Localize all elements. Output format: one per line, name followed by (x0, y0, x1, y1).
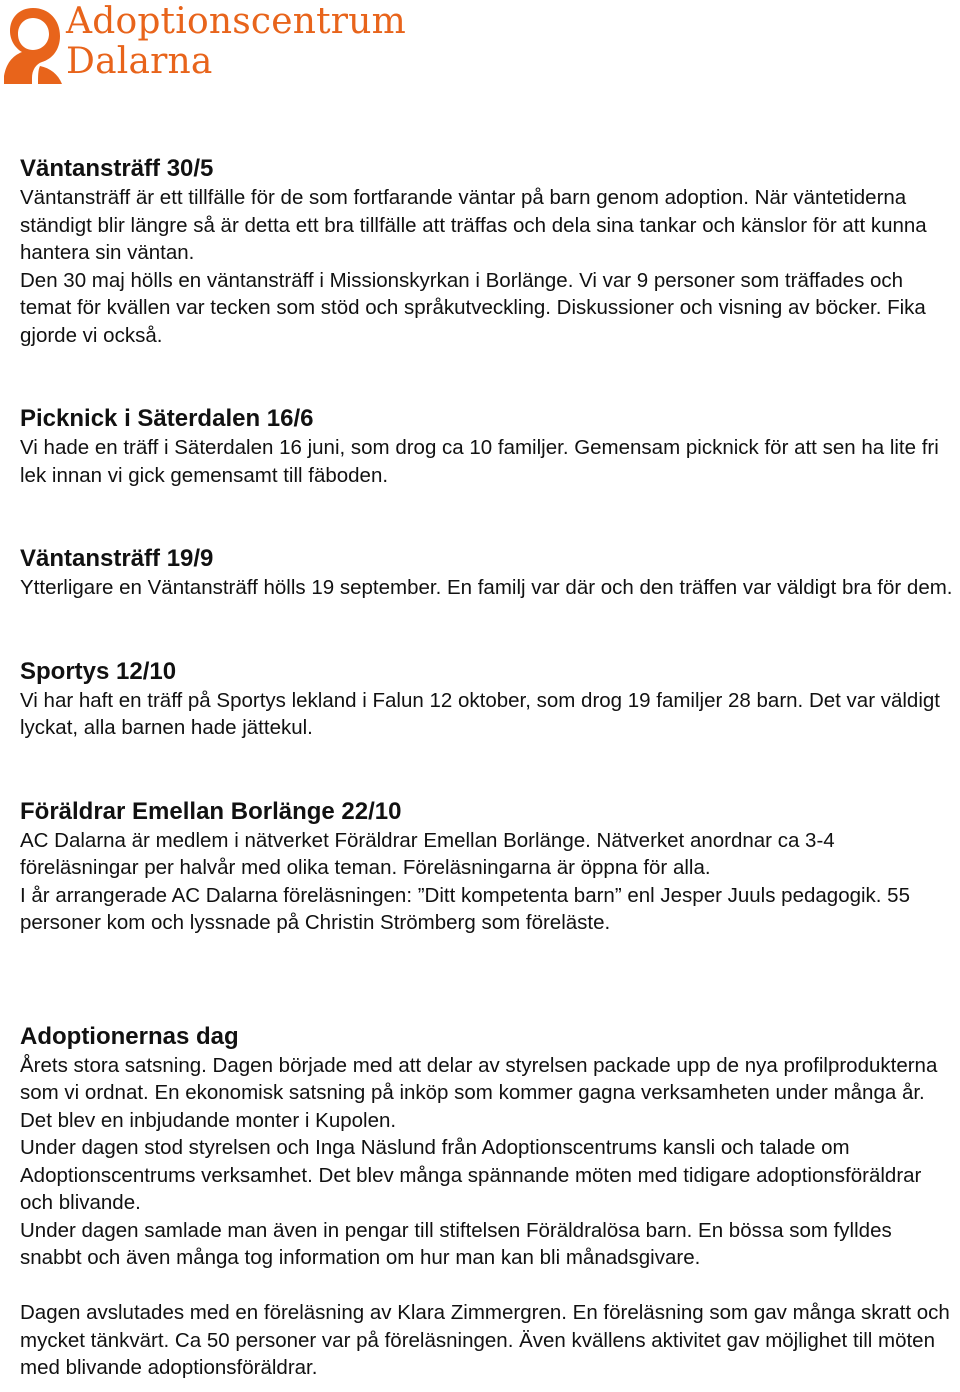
section-vantanstraff-19-9 (20, 544, 958, 602)
section-paragraph: Vi har haft en träff på Sportys lekland i Falun 12 oktober, som drog 19 familjer 28 barn. Det var väldigt lyckat, alla barnen hade jättekul. (20, 688, 940, 739)
section-heading: Föräldrar Emellan Borlänge 22/10 (20, 797, 402, 825)
section-paragraph: AC Dalarna är medlem i nätverket Föräldrar Emellan Borlänge. Nätverket anordnar ca 3-4 föreläsningar per halvår med olika teman. Föreläsningarna är öppna för alla. (20, 828, 835, 879)
logo-line-2: Dalarna (66, 41, 213, 82)
section-heading: Väntansträff 30/5 (20, 155, 214, 182)
section-paragraph: Ytterligare en Väntansträff hölls 19 september. En familj var där och den träffen var väldigt bra för dem. (20, 576, 953, 599)
spacer (20, 1272, 958, 1300)
logo-line-1: Adoptionscentrum (66, 1, 406, 42)
section-sportys (20, 657, 958, 742)
section-heading: Picknick i Säterdalen 16/6 (20, 405, 314, 432)
section-vantanstraff-30-5 (20, 154, 958, 349)
adoptionscentrum-logo-icon (2, 4, 64, 86)
logo-wordmark (66, 2, 406, 82)
spacer (20, 489, 958, 544)
section-paragraph: I år arrangerade AC Dalarna föreläsningen: ”Ditt kompetenta barn” enl Jesper Juuls pedagogik. 55 personer kom och lyssnade på Christin Strömberg som föreläste. (20, 883, 910, 934)
spacer (20, 602, 958, 657)
section-paragraph: Väntansträff är ett tillfälle för de som fortfarande väntar på barn genom adoption. När väntetiderna ständigt blir längre så är detta ett bra tillfälle att träffas och dela sina tankar och känslor för att kunna hantera sin väntan. (20, 186, 927, 264)
report-content (20, 154, 958, 1382)
section-heading: Adoptionernas dag (20, 1022, 239, 1050)
section-paragraph: Under dagen stod styrelsen och Inga Näslund från Adoptionscentrums kansli och talade om Adoptionscentrums verksamhet. Det blev många spännande möten med tidigare adoptionsföräldrar och blivande. (20, 1136, 922, 1214)
section-paragraph: Dagen avslutades med en föreläsning av Klara Zimmergren. En föreläsning som gav många skratt och mycket tänkvärt. Ca 50 personer var på föreläsningen. Även kvällens aktivitet gav möjlighet till möten med blivande adoptionsföräldrar. (20, 1301, 950, 1379)
section-heading: Väntansträff 19/9 (20, 545, 214, 572)
spacer (20, 349, 958, 404)
section-adoptionernas-dag (20, 1022, 958, 1382)
section-paragraph: Under dagen samlade man även in pengar till stiftelsen Föräldralösa barn. En bössa som fylldes snabbt och även många tog information om hur man kan bli månadsgivare. (20, 1218, 892, 1269)
section-paragraph: Årets stora satsning. Dagen började med att delar av styrelsen packade upp de nya profilprodukterna som vi ordnat. En ekonomisk satsning på inköp som kommer gagna verksamheten under många år. Det blev en inbjudande monter i Kupolen. (20, 1053, 938, 1132)
section-foraldrar-emellan (20, 797, 958, 937)
logo (0, 0, 420, 90)
section-picknick (20, 404, 958, 489)
spacer (20, 937, 958, 1022)
section-paragraph: Vi hade en träff i Säterdalen 16 juni, som drog ca 10 familjer. Gemensam picknick för att sen ha lite fri lek innan vi gick gemensamt till fäboden. (20, 436, 939, 487)
spacer (20, 742, 958, 797)
section-paragraph: Den 30 maj hölls en väntansträff i Missionskyrkan i Borlänge. Vi var 9 personer som träffades och temat för kvällen var tecken som stöd och språkutveckling. Diskussioner och visning av böcker. Fika gjorde vi också. (20, 268, 926, 347)
section-heading: Sportys 12/10 (20, 657, 177, 685)
